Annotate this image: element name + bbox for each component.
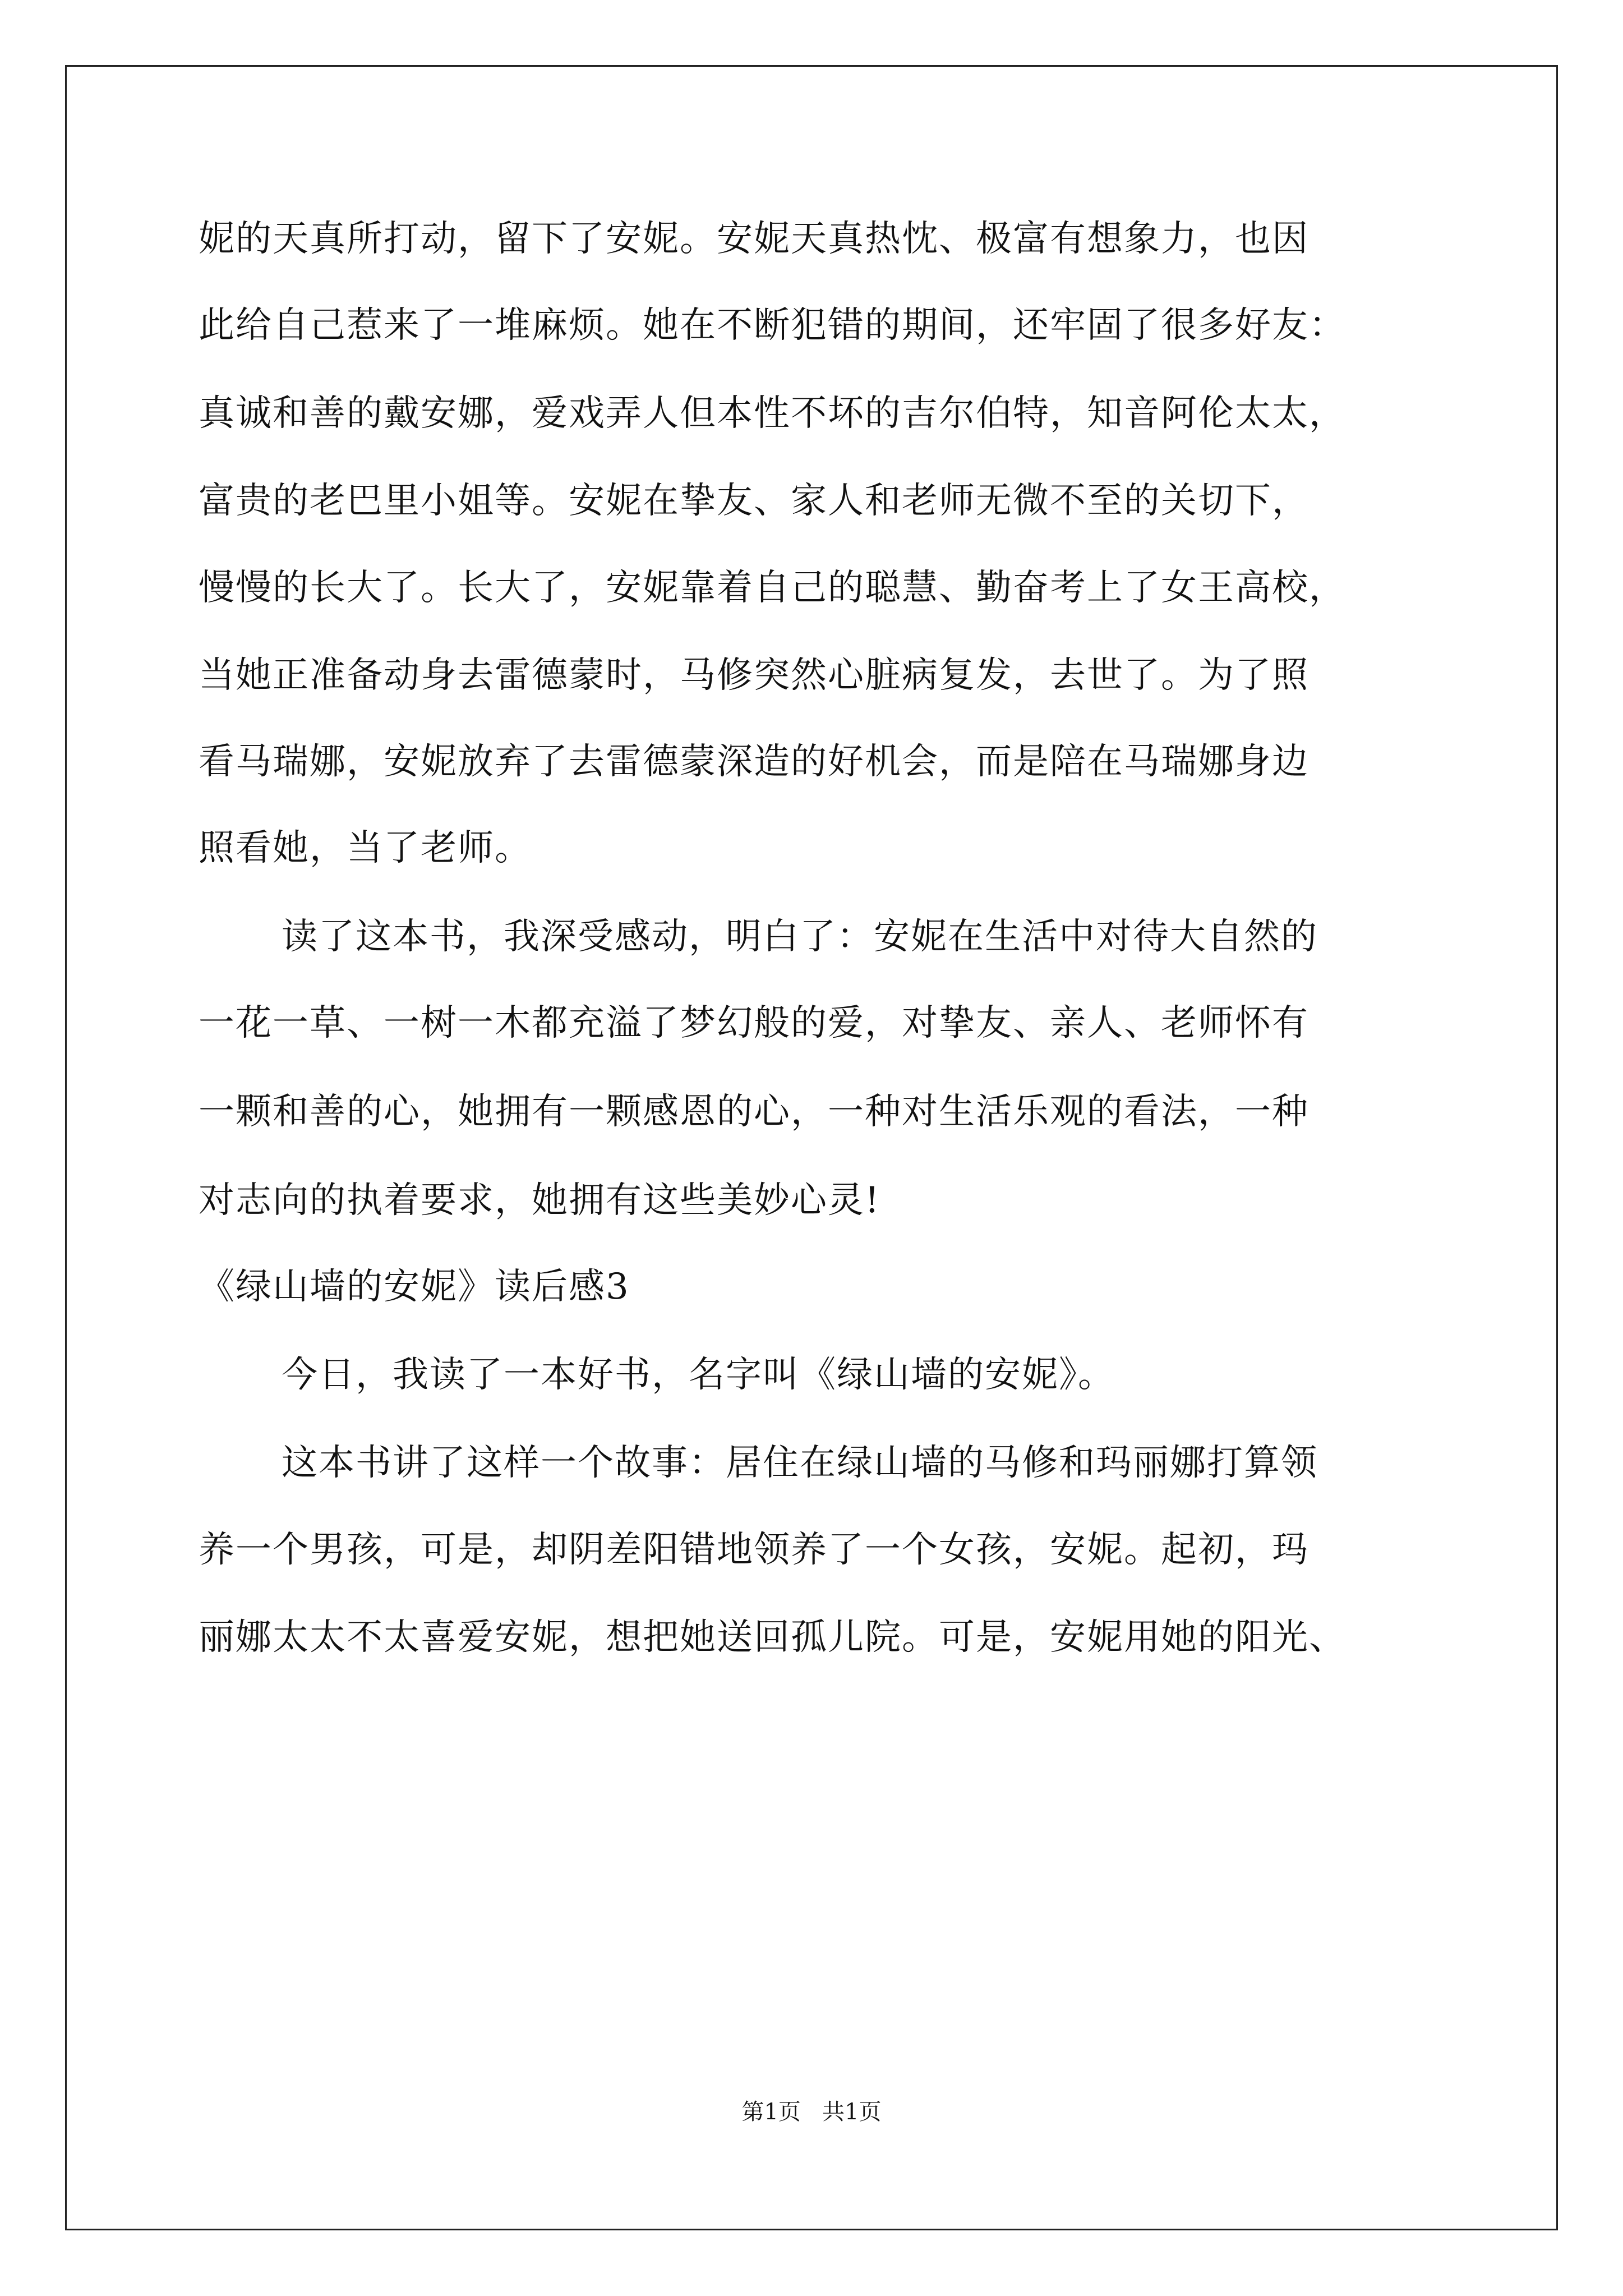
text-line: 对志向的执着要求，她拥有这些美妙心灵!	[199, 1180, 880, 1221]
paragraph-first-line: 今日，我读了一本好书，名字叫《绿山墙的安妮》。	[282, 1354, 1115, 1396]
page-number-footer: 第1页 共1页	[741, 2099, 882, 2125]
text-line: 养一个男孩，可是，却阴差阳错地领养了一个女孩，安妮。起初，玛	[199, 1529, 1309, 1571]
text-line: 一颗和善的心，她拥有一颗感恩的心，一种对生活乐观的看法，一种	[199, 1091, 1309, 1133]
text-line: 此给自己惹来了一堆麻烦。她在不断犯错的期间，还牢固了很多好友：	[199, 305, 1346, 346]
text-line: 一花一草、一树一木都充溢了梦幻般的爱，对挚友、亲人、老师怀有	[199, 1002, 1309, 1044]
section-heading: 《绿山墙的安妮》读后感3	[199, 1266, 630, 1308]
text-line: 富贵的老巴里小姐等。安妮在挚友、家人和老师无微不至的关切下，	[199, 480, 1309, 522]
text-line: 妮的天真所打动，留下了安妮。安妮天真热忱、极富有想象力，也因	[199, 218, 1309, 260]
paragraph-first-line: 这本书讲了这样一个故事：居住在绿山墙的马修和玛丽娜打算领	[282, 1442, 1318, 1484]
paragraph-first-line: 读了这本书，我深受感动，明白了：安妮在生活中对待大自然的	[282, 916, 1318, 958]
text-line: 真诚和善的戴安娜，爱戏弄人但本性不坏的吉尔伯特，知音阿伦太太，	[199, 393, 1346, 434]
text-line: 当她正准备动身去雷德蒙时，马修突然心脏病复发，去世了。为了照	[199, 655, 1309, 696]
page-border	[65, 65, 1558, 2230]
text-line: 照看她，当了老师。	[199, 827, 532, 869]
text-line: 看马瑞娜，安妮放弃了去雷德蒙深造的好机会，而是陪在马瑞娜身边	[199, 741, 1309, 783]
text-line: 慢慢的长大了。长大了，安妮靠着自己的聪慧、勤奋考上了女王高校，	[199, 567, 1346, 609]
text-line: 丽娜太太不太喜爱安妮，想把她送回孤儿院。可是，安妮用她的阳光、	[199, 1617, 1346, 1658]
